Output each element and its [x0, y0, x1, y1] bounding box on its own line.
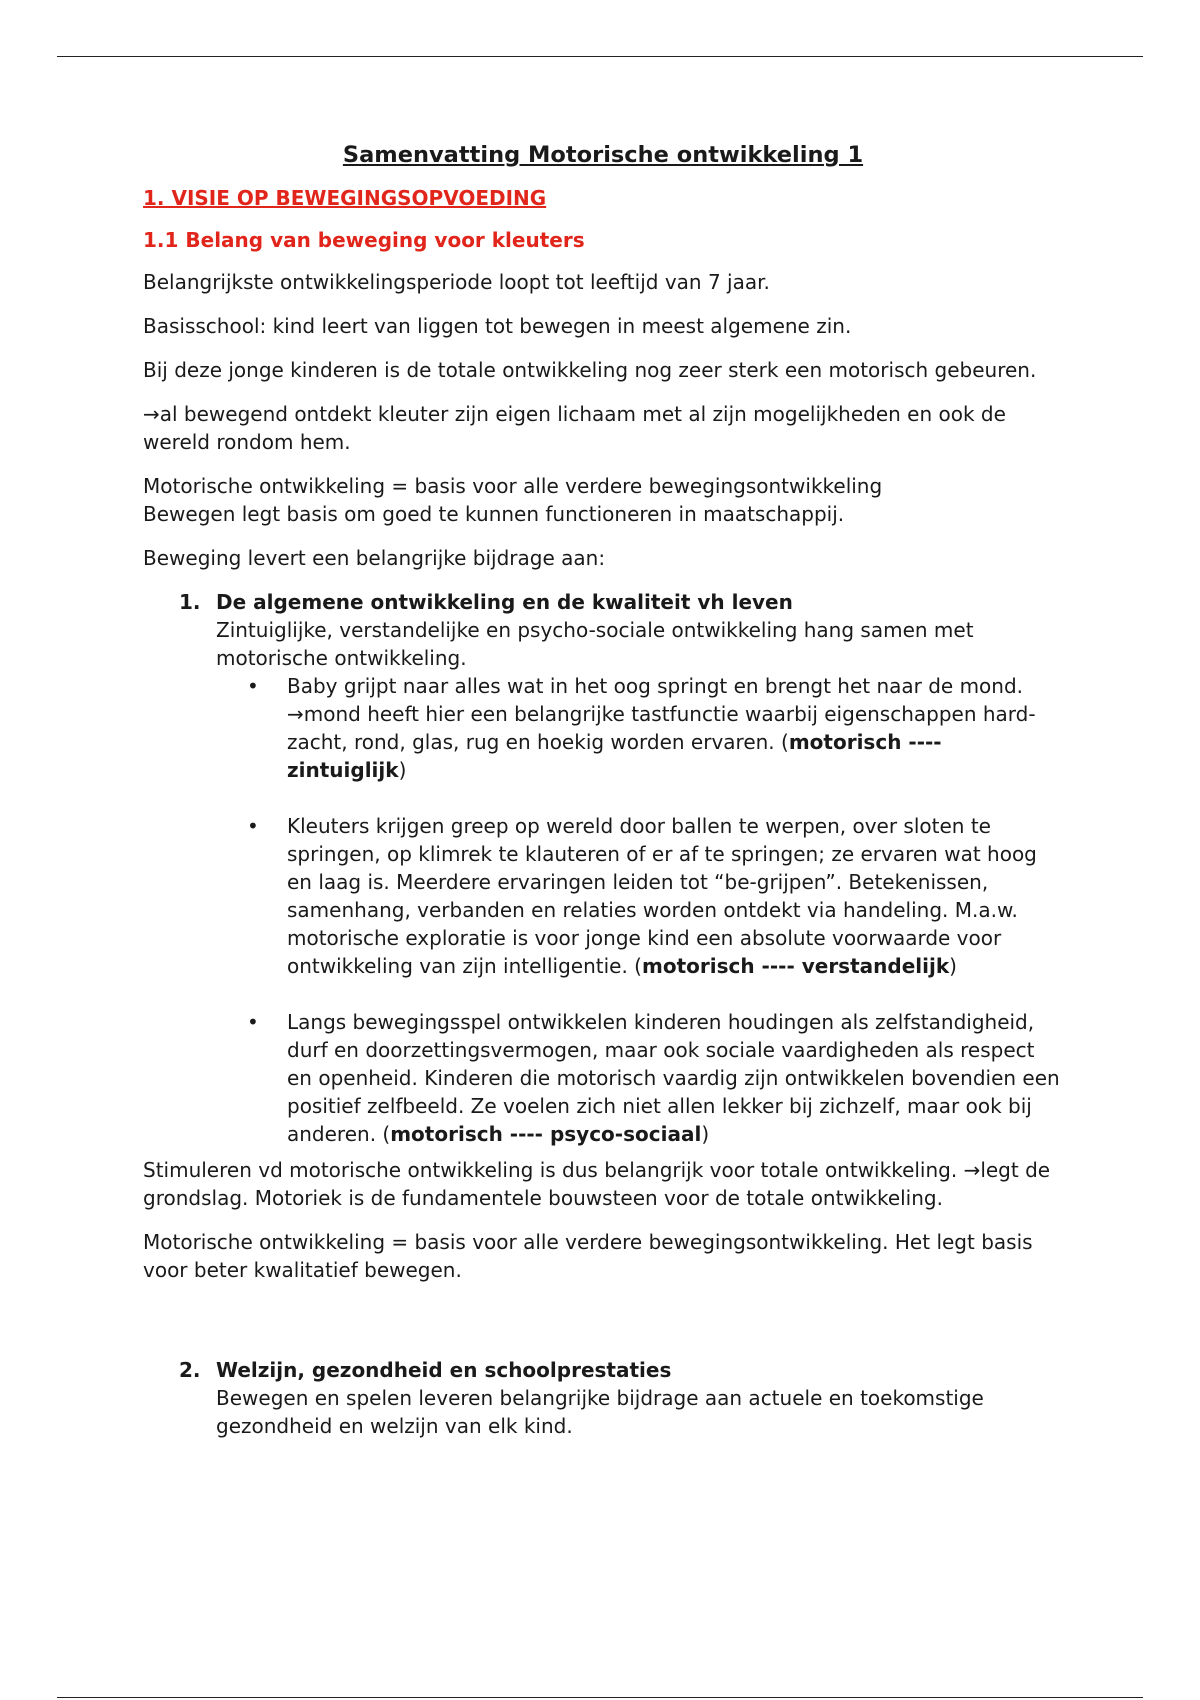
bullet-icon: •: [247, 1010, 259, 1034]
item-text: Bewegen en spelen leveren belangrijke bijdrage aan actuele en toekomstige gezondheid en welzijn van elk kind.: [216, 1386, 984, 1438]
numbered-item-2: [143, 1356, 1063, 1440]
bullet-icon: •: [247, 814, 259, 838]
item-text: Zintuiglijke, verstandelijke en psycho-sociale ontwikkeling hang samen met motorische ontwikkeling.: [216, 618, 974, 670]
list-item: [143, 1008, 1063, 1148]
paragraph: →al bewegend ontdekt kleuter zijn eigen lichaam met al zijn mogelijkheden en ook de wereld rondom hem.: [143, 402, 1006, 454]
list-spacer: [143, 784, 1063, 812]
bullet-text: Baby grijpt naar alles wat in het oog springt en brengt het naar de mond. →mond heeft hier een belangrijke tastfunctie waarbij eigenschappen hard-zacht, rond, glas, rug en hoekig worden ervaren. (: [287, 674, 1036, 754]
document-body: [143, 140, 1063, 1440]
basis-line-2: Bewegen legt basis om goed te kunnen functioneren in maatschappij.: [143, 502, 845, 526]
bullet-icon: •: [247, 674, 259, 698]
header-rule: [57, 56, 1143, 57]
paragraph-stimulate: Stimuleren vd motorische ontwikkeling is dus belangrijk voor totale ontwikkeling. →legt de grondslag. Motoriek is de fundamentele bouwsteen voor de totale ontwikkeling.: [143, 1158, 1051, 1210]
item-number: 2.: [179, 1358, 201, 1382]
paragraph: Belangrijkste ontwikkelingsperiode loopt tot leeftijd van 7 jaar.: [143, 270, 770, 294]
subsection-heading-1-1: 1.1 Belang van beweging voor kleuters: [143, 228, 585, 252]
item-number: 1.: [179, 590, 201, 614]
spacer: [143, 1300, 1063, 1356]
paragraph-basis: [143, 472, 1063, 528]
bullet-end: ): [949, 954, 957, 978]
list-spacer: [143, 980, 1063, 1008]
numbered-item-1: [143, 588, 1063, 672]
item-heading: Welzijn, gezondheid en schoolprestaties: [216, 1358, 672, 1382]
list-item: [143, 812, 1063, 980]
list-item: [143, 672, 1063, 784]
bullet-bold-text: motorisch ---- psyco-sociaal: [390, 1122, 702, 1146]
bullet-bold-text: motorisch ---- zintuiglijk: [287, 730, 942, 782]
document-title: Samenvatting Motorische ontwikkeling 1: [342, 142, 864, 168]
footer-rule: [57, 1697, 1143, 1698]
paragraph: Bij deze jonge kinderen is de totale ontwikkeling nog zeer sterk een motorisch gebeuren.: [143, 358, 1037, 382]
bullet-text: Kleuters krijgen greep op wereld door ballen te werpen, over sloten te springen, op klimrek te klauteren of er af te springen; ze ervaren wat hoog en laag is. Meerdere ervaringen leiden tot “be-grijpen”. Betekenissen, samenhang, verbanden en relaties worden ontdekt via handeling. M.a.w. motorische exploratie is voor jonge kind een absolute voorwaarde voor ontwikkeling van zijn intelligentie. (: [287, 814, 1037, 978]
item-heading: De algemene ontwikkeling en de kwaliteit vh leven: [216, 590, 793, 614]
basis-line-1: Motorische ontwikkeling = basis voor alle verdere bewegingsontwikkeling: [143, 474, 883, 498]
bullet-list: [143, 672, 1063, 1148]
list-item-text: [287, 812, 1063, 980]
list-item-text: [287, 1008, 1063, 1148]
contribution-intro: Beweging levert een belangrijke bijdrage aan:: [143, 546, 606, 570]
list-item-text: [287, 672, 1063, 784]
paragraph-basis-2: Motorische ontwikkeling = basis voor alle verdere bewegingsontwikkeling. Het legt basis voor beter kwalitatief bewegen.: [143, 1230, 1033, 1282]
bullet-end: ): [701, 1122, 710, 1146]
section-heading-1: 1. VISIE OP BEWEGINGSOPVOEDING: [143, 186, 547, 210]
bullet-text: Langs bewegingsspel ontwikkelen kinderen houdingen als zelfstandigheid, durf en doorzettingsvermogen, maar ook sociale vaardigheden als respect en openheid. Kinderen die motorisch vaardig zijn ontwikkelen bovendien een positief zelfbeeld. Ze voelen zich niet allen lekker bij zichzelf, maar ook bij anderen. (: [287, 1010, 1060, 1146]
paragraph: Basisschool: kind leert van liggen tot bewegen in meest algemene zin.: [143, 314, 852, 338]
bullet-bold-text: motorisch ---- verstandelijk: [641, 954, 950, 978]
bullet-end: ): [398, 758, 407, 782]
